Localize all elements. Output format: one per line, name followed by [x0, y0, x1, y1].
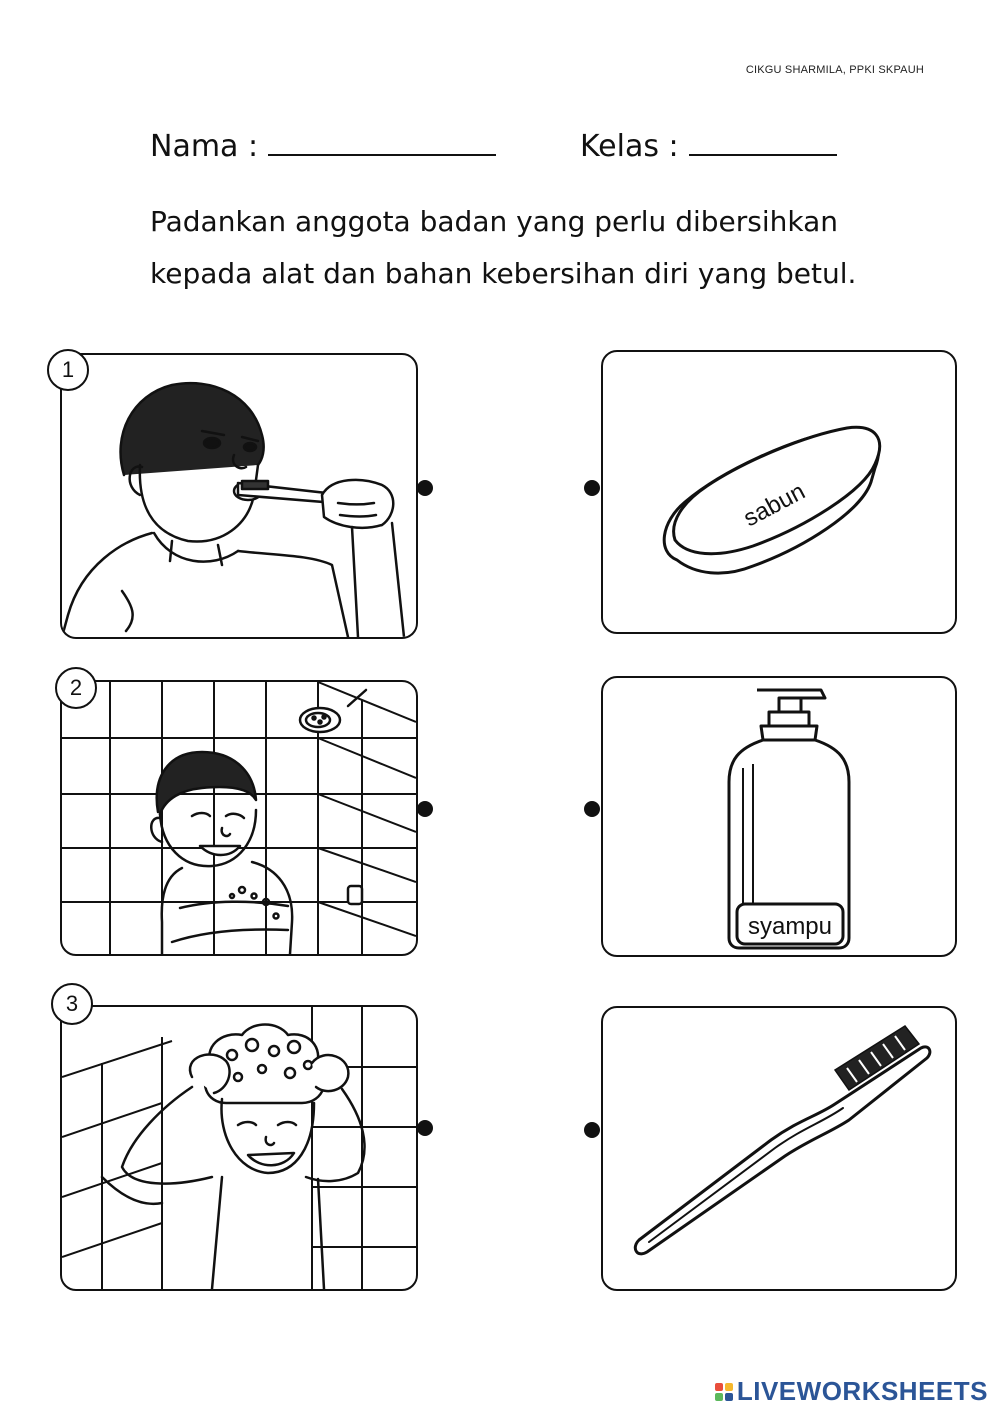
- liveworksheets-mark-icon: [715, 1383, 733, 1401]
- picture-shampoo: [601, 676, 957, 957]
- picture-soap: [601, 350, 957, 634]
- match-dot-left-2[interactable]: [417, 801, 433, 817]
- liveworksheets-brand: LIVEWORKSHEETS: [736, 1376, 988, 1406]
- boy-brushing-teeth-illustration: [62, 355, 416, 637]
- name-blank-line[interactable]: [268, 128, 496, 156]
- match-dot-left-1[interactable]: [417, 480, 433, 496]
- item-number-2: 2: [55, 667, 97, 709]
- picture-toothbrush: [601, 1006, 957, 1291]
- instruction-line-1: Padankan anggota badan yang perlu dibersihkan: [150, 205, 839, 238]
- class-label: Kelas :: [580, 129, 679, 164]
- item-number-1: 1: [47, 349, 89, 391]
- soap-label: sabun: [739, 477, 810, 533]
- instruction-line-2: kepada alat dan bahan kebersihan diri yang betul.: [150, 257, 857, 290]
- match-dot-right-2[interactable]: [584, 801, 600, 817]
- match-dot-left-3[interactable]: [417, 1120, 433, 1136]
- picture-brushing-teeth: [60, 353, 418, 639]
- toothbrush-icon: [603, 1008, 955, 1289]
- boy-washing-hair-illustration: [62, 1007, 416, 1289]
- author-credit: CIKGU SHARMILA, PPKI SKPAUH: [745, 64, 924, 76]
- shampoo-bottle-icon: [603, 678, 955, 955]
- picture-washing-hair: [60, 1005, 418, 1291]
- class-field: [580, 128, 837, 164]
- liveworksheets-logo: [715, 1376, 988, 1407]
- name-field: [150, 128, 496, 164]
- instructions: [150, 196, 950, 300]
- soap-bar-icon: [603, 352, 955, 632]
- match-dot-right-3[interactable]: [584, 1122, 600, 1138]
- match-dot-right-1[interactable]: [584, 480, 600, 496]
- boy-bathing-illustration: [62, 682, 416, 954]
- shampoo-label: syampu: [747, 913, 833, 940]
- item-number-3: 3: [51, 983, 93, 1025]
- class-blank-line[interactable]: [689, 128, 837, 156]
- picture-bathing: [60, 680, 418, 956]
- name-label: Nama :: [150, 129, 259, 164]
